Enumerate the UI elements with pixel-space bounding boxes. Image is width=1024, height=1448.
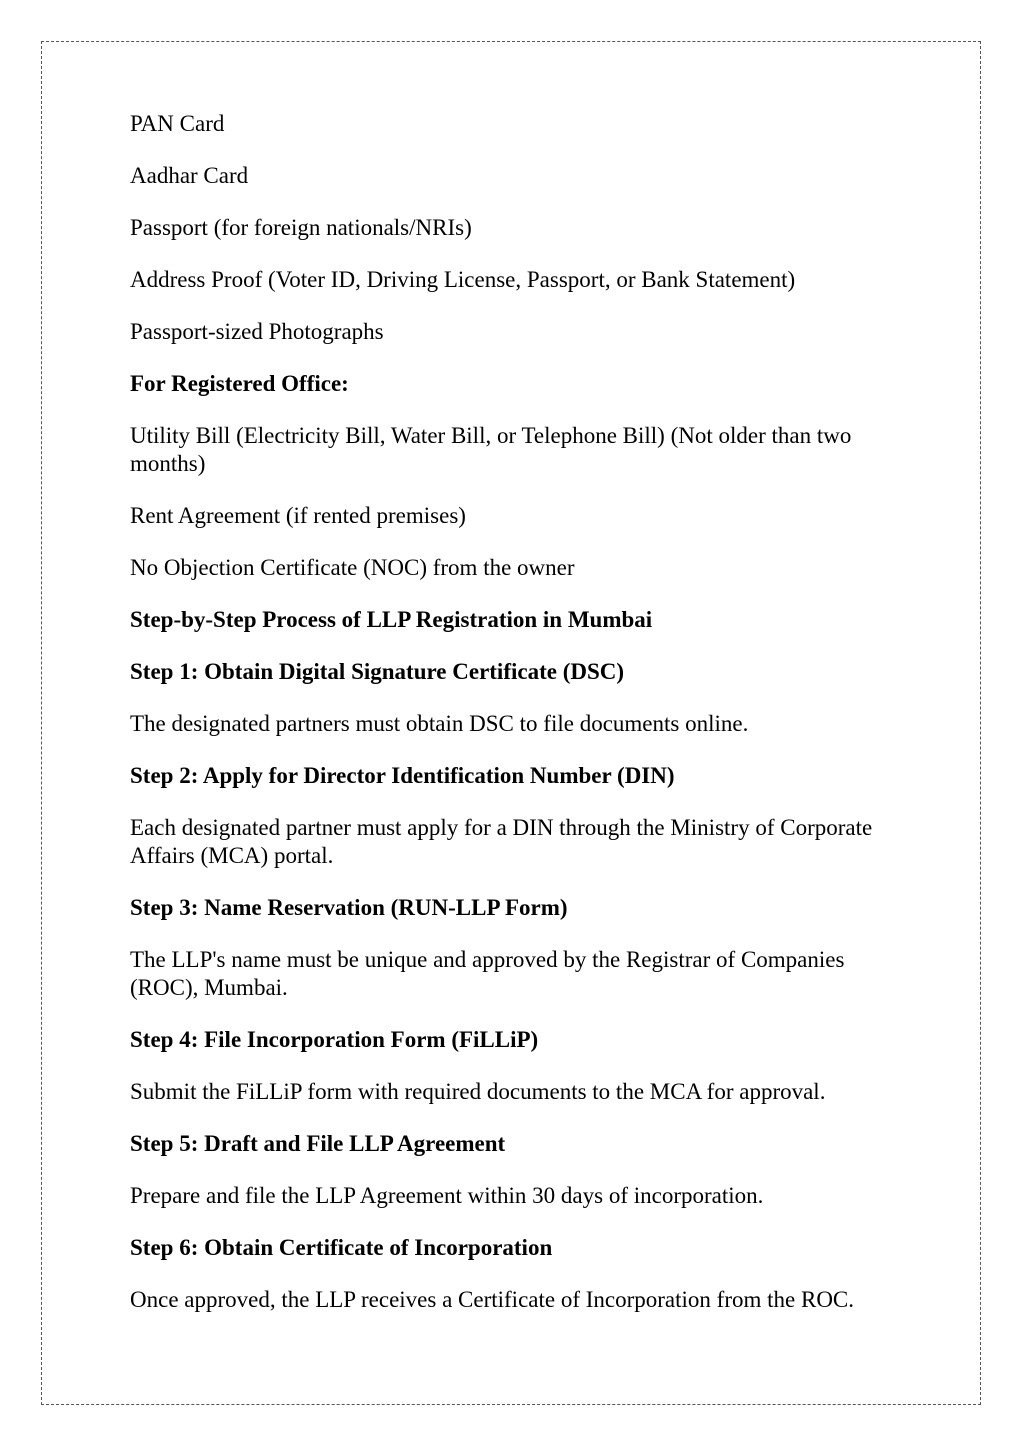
step-description: Prepare and file the LLP Agreement within 30 days of incorporation.: [130, 1183, 764, 1208]
document-item: Utility Bill (Electricity Bill, Water Bill, or Telephone Bill) (Not older than two months): [130, 423, 852, 476]
step-heading: Step 4: File Incorporation Form (FiLLiP): [130, 1027, 539, 1052]
document-body: [130, 110, 910, 1338]
document-item: PAN Card: [130, 111, 225, 136]
step-heading: Step 6: Obtain Certificate of Incorporation: [130, 1235, 553, 1260]
step-heading: Step 3: Name Reservation (RUN-LLP Form): [130, 895, 568, 920]
document-item: No Objection Certificate (NOC) from the owner: [130, 555, 575, 580]
step-heading: Step 2: Apply for Director Identification Number (DIN): [130, 763, 675, 788]
document-item: Passport-sized Photographs: [130, 319, 384, 344]
section-heading: Step-by-Step Process of LLP Registration in Mumbai: [130, 607, 653, 632]
step-description: Each designated partner must apply for a DIN through the Ministry of Corporate Affairs (MCA) portal.: [130, 815, 873, 868]
step-description: Submit the FiLLiP form with required documents to the MCA for approval.: [130, 1079, 826, 1104]
step-heading: Step 1: Obtain Digital Signature Certificate (DSC): [130, 659, 625, 684]
document-item: Aadhar Card: [130, 163, 249, 188]
step-description: The LLP's name must be unique and approved by the Registrar of Companies (ROC), Mumbai.: [130, 947, 845, 1000]
document-item: Rent Agreement (if rented premises): [130, 503, 466, 528]
document-item: Address Proof (Voter ID, Driving License, Passport, or Bank Statement): [130, 267, 796, 292]
step-heading: Step 5: Draft and File LLP Agreement: [130, 1131, 506, 1156]
step-description: Once approved, the LLP receives a Certificate of Incorporation from the ROC.: [130, 1287, 855, 1312]
document-item: Passport (for foreign nationals/NRIs): [130, 215, 472, 240]
section-heading: For Registered Office:: [130, 371, 349, 396]
step-description: The designated partners must obtain DSC to file documents online.: [130, 711, 749, 736]
